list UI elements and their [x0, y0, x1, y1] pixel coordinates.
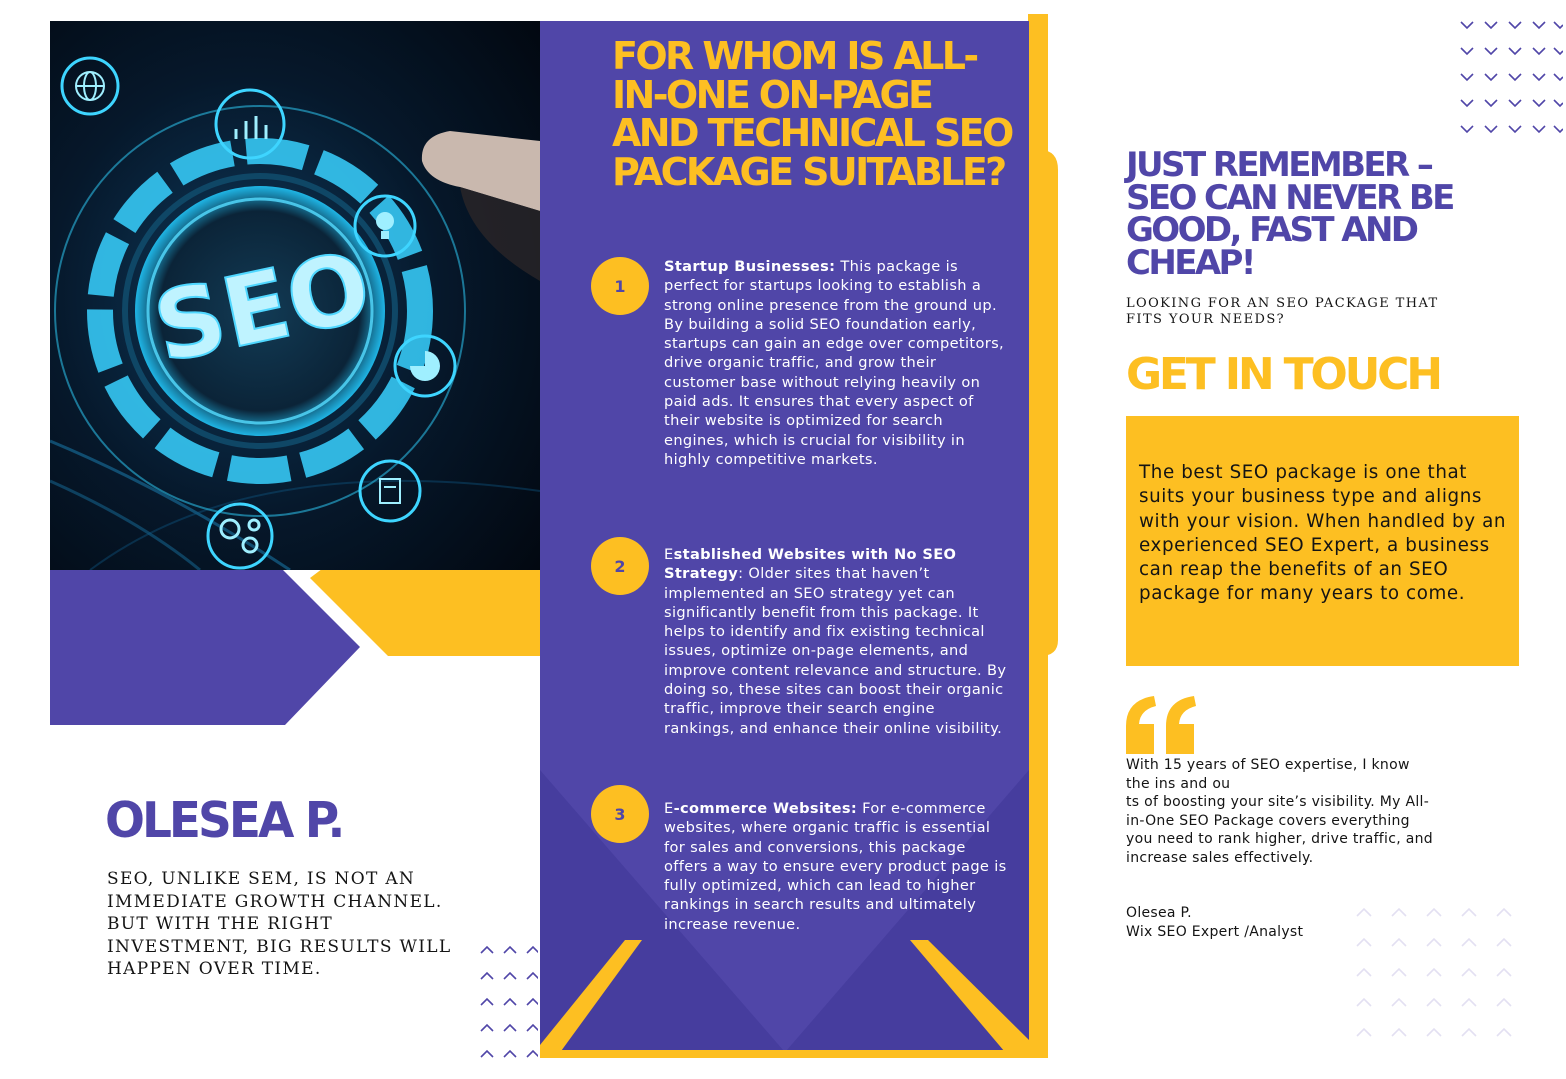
author-name: OLESEA P. [105, 792, 343, 850]
item-number-3: 3 [591, 785, 649, 843]
item-number-1: 1 [591, 257, 649, 315]
item-lead-first-letter: E [664, 546, 674, 563]
left-tagline: SEO, UNLIKE SEM, IS NOT AN IMMEDIATE GROWTH CHANNEL. BUT WITH THE RIGHT INVESTMENT, BIG RESULTS WILL HAPPEN OVER TIME. [107, 869, 452, 979]
seo-hero-image [50, 21, 540, 570]
middle-title: FOR WHOM IS ALL-IN-ONE ON-PAGE AND TECHNICAL SEO PACKAGE SUITABLE? [612, 34, 1012, 194]
highlight-box-text: The best SEO package is one that suits your business type and aligns with your vision. When handled by an experienced SEO Expert, a business can reap the benefits of an SEO package for many years to come. [1139, 462, 1507, 605]
item-body: For e-commerce websites, where organic traffic is essential for sales and conversions, this package offers a way to ensure every product page is fully optimized, which can lead to higher rankings in search results and ultimately increase revenue. [664, 800, 1007, 933]
get-in-touch-heading[interactable]: GET IN TOUCH [1126, 349, 1440, 400]
chevron-up-pattern-left [478, 942, 538, 1067]
chevron-down-pattern-top [1455, 15, 1563, 140]
item-lead-first-letter: E [664, 800, 674, 817]
list-item-startups [664, 257, 1009, 469]
testimonial-text [1126, 756, 1436, 868]
list-item-established [664, 545, 1009, 738]
item-lead: Startup Businesses: [664, 258, 836, 275]
testimonial-line: With 15 years of SEO expertise, I know the ins and ou [1126, 757, 1410, 792]
reminder-heading: JUST REMEMBER – SEO CAN NEVER BE GOOD, FAST AND CHEAP! [1126, 145, 1453, 283]
hero-seo-text: SEO [145, 230, 380, 385]
testimonial-line: ts of boosting your site’s visibility. My All-in-One SEO Package covers everything you need to rank higher, drive traffic, and increase sales effectively. [1126, 794, 1433, 866]
quote-icon [1124, 696, 1200, 754]
chevron-up-pattern-right [1353, 902, 1523, 1062]
signature-name: Olesea P. [1126, 905, 1192, 921]
list-item-ecommerce [664, 799, 1009, 934]
item-body: : Older sites that haven’t implemented an SEO strategy yet can significantly benefit from this package. It helps to identify and fix existing technical issues, optimize on-page elements, and improve content relevance and structure. By doing so, these sites can boost their organic traffic, improve their search engine rankings, and enhance their online visibility. [664, 565, 1007, 737]
signature-role: Wix SEO Expert /Analyst [1126, 924, 1304, 940]
item-lead: stablished Websites with No SEO Strategy [664, 546, 957, 583]
item-body: This package is perfect for startups looking to establish a strong online presence from the ground up. By building a solid SEO foundation early, startups can gain an edge over competitors, drive organic traffic, and grow their customer base without relying heavily on paid ads. It ensures that every aspect of their website is optimized for search engines, which is crucial for visibility in highly competitive markets. [664, 258, 1005, 468]
item-lead: -commerce Websites: [673, 800, 858, 817]
item-number-2: 2 [591, 537, 649, 595]
reminder-subheading: LOOKING FOR AN SEO PACKAGE THAT FITS YOUR NEEDS? [1126, 296, 1439, 327]
